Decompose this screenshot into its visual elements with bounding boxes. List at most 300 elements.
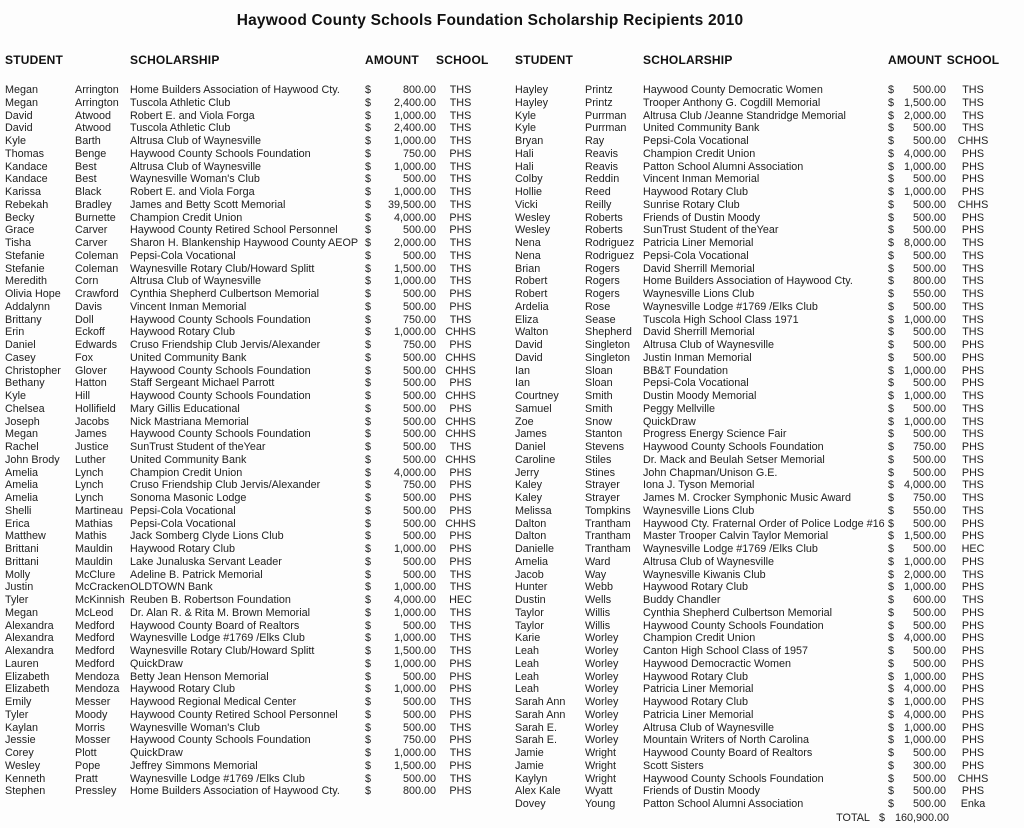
currency-symbol: $ xyxy=(888,606,895,619)
currency-symbol: $ xyxy=(888,415,895,428)
school-code: THS xyxy=(449,109,472,122)
scholarship-name: Haywood Rotary Club xyxy=(643,186,749,198)
student-first-name: Addalynn xyxy=(5,300,51,313)
student-last-name: Pratt xyxy=(75,772,98,785)
student-first-name: Kaley xyxy=(515,492,543,504)
student-last-name: Mendoza xyxy=(75,670,120,683)
student-first-name: Colby xyxy=(515,173,543,186)
amount-value: 500.00 xyxy=(402,300,436,313)
student-first-name: Kaley xyxy=(515,479,543,492)
student-first-name: Dovey xyxy=(515,798,546,810)
student-last-name: Black xyxy=(75,186,102,198)
student-first-name: Becky xyxy=(5,211,35,224)
scholarship-name: Jeffrey Simmons Memorial xyxy=(130,759,258,772)
student-first-name: Ian xyxy=(515,364,531,377)
student-last-name: Rogers xyxy=(585,288,620,300)
table-row xyxy=(515,122,1003,135)
currency-symbol: $ xyxy=(888,555,895,568)
currency-symbol: $ xyxy=(365,351,372,364)
school-code: THS xyxy=(962,492,984,504)
scholarship-name: SunTrust Student of theYear xyxy=(643,224,779,237)
table-row xyxy=(515,760,1003,773)
currency-symbol: $ xyxy=(888,568,895,581)
scholarship-name: Dr. Mack and Beulah Setser Memorial xyxy=(643,453,825,466)
scholarship-name: Haywood County Schools Foundation xyxy=(643,772,824,785)
table-row xyxy=(5,148,487,161)
student-last-name: Benge xyxy=(75,147,107,160)
student-last-name: Worley xyxy=(585,683,619,696)
total-label: TOTAL xyxy=(836,812,870,825)
table-row xyxy=(515,161,1003,174)
school-code: PHS xyxy=(961,645,985,657)
scholarship-name: Altrusa Club of Waynesville xyxy=(643,339,775,351)
student-last-name: Smith xyxy=(585,402,613,415)
student-first-name: Stephen xyxy=(5,785,46,798)
currency-symbol: $ xyxy=(365,734,372,747)
table-row xyxy=(515,212,1003,225)
scholarship-name: Haywood Cty. Fraternal Order of Police Lodge #16 xyxy=(643,517,885,530)
amount-value: 500.00 xyxy=(402,428,436,441)
student-first-name: James xyxy=(515,428,547,441)
amount-value: 1,000.00 xyxy=(903,415,946,428)
currency-symbol: $ xyxy=(888,402,895,415)
amount-value: 1,000.00 xyxy=(393,275,436,288)
scholarship-name: Patricia Liner Memorial xyxy=(643,708,754,721)
scholarship-name: SunTrust Student of theYear xyxy=(130,441,266,453)
amount-value: 500.00 xyxy=(912,543,946,555)
student-last-name: Worley xyxy=(585,657,619,670)
currency-symbol: $ xyxy=(888,377,895,390)
student-first-name: Hunter xyxy=(515,581,548,594)
amount-value: 4,000.00 xyxy=(393,466,436,479)
school-code: THS xyxy=(449,96,472,109)
school-code: PHS xyxy=(449,224,472,237)
student-first-name: Elizabeth xyxy=(5,670,50,683)
student-last-name: Plott xyxy=(75,747,97,759)
table-row xyxy=(515,352,1003,365)
student-first-name: Sarah Ann xyxy=(515,708,566,721)
school-code: PHS xyxy=(961,555,985,568)
student-last-name: Hollifield xyxy=(75,402,116,415)
scholarship-name: Haywood County Schools Foundation xyxy=(643,441,824,453)
table-row xyxy=(5,237,487,250)
scholarship-name: Friends of Dustin Moody xyxy=(643,211,761,224)
table-row xyxy=(5,479,487,492)
currency-symbol: $ xyxy=(365,785,372,798)
column-header-scholarship: SCHOLARSHIP xyxy=(130,52,220,67)
scholarship-name: Altrusa Club of Waynesville xyxy=(130,135,262,147)
student-last-name: Rogers xyxy=(585,275,620,288)
table-row xyxy=(515,173,1003,186)
left-rows-container xyxy=(5,84,487,798)
school-code: PHS xyxy=(961,785,985,798)
amount-value: 1,500.00 xyxy=(903,530,946,543)
table-row xyxy=(5,403,487,416)
table-row xyxy=(5,199,487,212)
student-first-name: Danielle xyxy=(515,543,555,555)
student-first-name: Walton xyxy=(515,326,549,339)
student-last-name: Doll xyxy=(75,313,94,326)
currency-symbol: $ xyxy=(888,581,895,594)
amount-value: 1,000.00 xyxy=(393,135,436,147)
school-code: CHHS xyxy=(445,428,476,441)
currency-symbol: $ xyxy=(888,84,895,96)
student-last-name: Reed xyxy=(585,186,611,198)
currency-symbol: $ xyxy=(888,237,895,249)
table-row xyxy=(5,352,487,365)
scholarship-name: Jack Somberg Clyde Lions Club xyxy=(130,530,284,543)
school-code: PHS xyxy=(961,364,985,377)
currency-symbol: $ xyxy=(888,479,895,492)
scholarship-name: Altrusa Club of Waynesville xyxy=(643,721,775,734)
school-code: PHS xyxy=(961,351,985,364)
amount-value: 500.00 xyxy=(402,288,436,300)
student-first-name: Sarah E. xyxy=(515,721,558,734)
school-code: THS xyxy=(449,696,472,708)
school-code: PHS xyxy=(449,339,472,351)
amount-value: 750.00 xyxy=(402,734,436,747)
student-last-name: Way xyxy=(585,568,607,581)
student-last-name: Stiles xyxy=(585,453,612,466)
student-last-name: James xyxy=(75,428,107,441)
amount-value: 500.00 xyxy=(912,262,946,275)
student-first-name: Ardelia xyxy=(515,300,549,313)
school-code: CHHS xyxy=(957,198,989,211)
scholarship-name: David Sherrill Memorial xyxy=(643,262,755,275)
student-first-name: Sarah Ann xyxy=(515,696,566,708)
student-first-name: Kaylyn xyxy=(515,772,548,785)
amount-value: 500.00 xyxy=(402,441,436,453)
amount-value: 500.00 xyxy=(912,785,946,798)
scholarship-name: Champion Credit Union xyxy=(643,632,756,645)
scholarship-name: Haywood Regional Medical Center xyxy=(130,696,297,708)
school-code: PHS xyxy=(961,339,985,351)
student-last-name: Trantham xyxy=(585,517,631,530)
scholarship-name: Altrusa Club of Waynesville xyxy=(130,275,262,288)
amount-value: 1,000.00 xyxy=(393,581,436,594)
currency-symbol: $ xyxy=(365,619,372,632)
school-code: THS xyxy=(449,645,472,657)
student-last-name: Mauldin xyxy=(75,543,113,555)
school-code: PHS xyxy=(961,173,985,186)
table-row xyxy=(515,263,1003,276)
table-row xyxy=(5,84,487,97)
amount-value: 1,000.00 xyxy=(903,186,946,198)
amount-value: 500.00 xyxy=(402,364,436,377)
currency-symbol: $ xyxy=(888,428,895,441)
scholarship-name: Vincent Inman Memorial xyxy=(643,173,760,186)
student-last-name: McLeod xyxy=(75,606,114,619)
amount-value: 500.00 xyxy=(912,351,946,364)
school-code: PHS xyxy=(961,530,985,543)
amount-value: 500.00 xyxy=(912,122,946,135)
student-last-name: Martineau xyxy=(75,504,124,517)
table-row xyxy=(515,84,1003,97)
scholarship-name: Sonoma Masonic Lodge xyxy=(130,492,247,504)
currency-symbol: $ xyxy=(365,122,372,135)
student-last-name: Ray xyxy=(585,135,605,147)
table-row xyxy=(515,148,1003,161)
student-first-name: Leah xyxy=(515,657,540,670)
scholarship-name: Waynesville Lodge #1769 /Elks Club xyxy=(643,543,818,555)
scholarship-name: Reuben B. Robertson Foundation xyxy=(130,594,291,606)
currency-symbol: $ xyxy=(888,798,895,810)
student-first-name: Leah xyxy=(515,670,540,683)
student-first-name: Kaylan xyxy=(5,721,39,734)
school-code: PHS xyxy=(449,683,472,696)
amount-value: 550.00 xyxy=(912,288,946,300)
amount-value: 500.00 xyxy=(912,84,946,96)
student-first-name: Karissa xyxy=(5,186,42,198)
currency-symbol: $ xyxy=(888,364,895,377)
amount-value: 1,500.00 xyxy=(393,262,436,275)
currency-symbol: $ xyxy=(365,326,372,339)
student-last-name: Rose xyxy=(585,300,611,313)
student-first-name: Wesley xyxy=(515,224,551,237)
student-first-name: Dalton xyxy=(515,530,547,543)
school-code: PHS xyxy=(961,160,985,173)
column-header-school: SCHOOL xyxy=(436,52,489,67)
school-code: PHS xyxy=(961,517,985,530)
table-row xyxy=(515,428,1003,441)
student-last-name: Atwood xyxy=(75,109,112,122)
column-header-school: SCHOOL xyxy=(946,52,1000,67)
currency-symbol: $ xyxy=(365,224,372,237)
school-code: CHHS xyxy=(445,390,476,402)
amount-value: 1,000.00 xyxy=(393,543,436,555)
student-first-name: Brittany xyxy=(5,313,42,326)
student-first-name: Rachel xyxy=(5,441,39,453)
currency-symbol: $ xyxy=(365,759,372,772)
scholarship-name: Haywood County Board of Realtors xyxy=(643,747,813,759)
amount-value: 1,000.00 xyxy=(903,696,946,708)
table-row xyxy=(515,645,1003,658)
student-first-name: Amelia xyxy=(5,479,39,492)
table-row xyxy=(5,250,487,263)
scholarship-name: Haywood Rotary Club xyxy=(130,326,236,339)
amount-value: 1,500.00 xyxy=(393,645,436,657)
student-last-name: Willis xyxy=(585,606,611,619)
scholarship-name: Progress Energy Science Fair xyxy=(643,428,787,441)
school-code: THS xyxy=(962,96,984,109)
school-code: PHS xyxy=(449,708,472,721)
school-code: THS xyxy=(962,288,984,300)
table-row xyxy=(5,377,487,390)
currency-symbol: $ xyxy=(888,504,895,517)
amount-value: 500.00 xyxy=(402,670,436,683)
amount-value: 500.00 xyxy=(402,555,436,568)
student-last-name: Trantham xyxy=(585,543,631,555)
student-first-name: Robert xyxy=(515,288,548,300)
scholarship-name: Waynesville Woman's Club xyxy=(130,173,260,186)
student-first-name: Alex Kale xyxy=(515,785,561,798)
column-header-amount: AMOUNT xyxy=(365,52,419,67)
amount-value: 1,000.00 xyxy=(903,581,946,594)
amount-value: 2,400.00 xyxy=(393,96,436,109)
scholarship-name: United Community Bank xyxy=(130,351,247,364)
student-first-name: Meredith xyxy=(5,275,48,288)
student-first-name: John Brody xyxy=(5,453,60,466)
scholarship-name: Patricia Liner Memorial xyxy=(643,237,754,249)
student-last-name: Sease xyxy=(585,313,616,326)
currency-symbol: $ xyxy=(888,224,895,237)
table-row xyxy=(5,760,487,773)
amount-value: 1,000.00 xyxy=(903,670,946,683)
currency-symbol: $ xyxy=(888,645,895,657)
student-first-name: Brittani xyxy=(5,543,39,555)
student-first-name: Sarah E. xyxy=(515,734,558,747)
currency-symbol: $ xyxy=(888,466,895,479)
student-first-name: Hali xyxy=(515,160,534,173)
student-first-name: Kyle xyxy=(515,122,537,135)
currency-symbol: $ xyxy=(365,428,372,441)
student-first-name: Alexandra xyxy=(5,645,54,657)
school-code: PHS xyxy=(449,466,472,479)
table-row xyxy=(5,212,487,225)
scholarship-name: United Community Bank xyxy=(130,453,247,466)
school-code: THS xyxy=(449,581,472,594)
column-header-student: STUDENT xyxy=(5,52,64,67)
scholarship-name: Haywood County Schools Foundation xyxy=(643,619,824,632)
table-row xyxy=(515,326,1003,339)
currency-symbol: $ xyxy=(365,543,372,555)
currency-symbol: $ xyxy=(365,96,372,109)
table-row xyxy=(515,377,1003,390)
currency-symbol: $ xyxy=(365,135,372,147)
student-first-name: Alexandra xyxy=(5,632,54,645)
student-last-name: Worley xyxy=(585,721,619,734)
scholarship-name: Waynesville Lions Club xyxy=(643,504,755,517)
school-code: PHS xyxy=(961,147,985,160)
school-code: PHS xyxy=(961,211,985,224)
student-first-name: Courtney xyxy=(515,390,559,402)
school-code: THS xyxy=(962,326,984,339)
student-last-name: Printz xyxy=(585,96,613,109)
currency-symbol: $ xyxy=(888,147,895,160)
student-last-name: McClure xyxy=(75,568,116,581)
currency-symbol: $ xyxy=(365,237,372,249)
amount-value: 500.00 xyxy=(912,300,946,313)
amount-value: 750.00 xyxy=(912,441,946,453)
school-code: THS xyxy=(449,441,472,453)
table-row xyxy=(515,224,1003,237)
table-row xyxy=(5,543,487,556)
amount-value: 500.00 xyxy=(912,224,946,237)
student-first-name: Thomas xyxy=(5,147,45,160)
amount-value: 500.00 xyxy=(912,249,946,262)
amount-value: 750.00 xyxy=(402,479,436,492)
school-code: CHHS xyxy=(957,135,989,147)
table-row xyxy=(5,773,487,786)
student-first-name: Megan xyxy=(5,96,39,109)
scholarship-name: Haywood County Democratic Women xyxy=(643,84,823,96)
student-first-name: Justin xyxy=(5,581,34,594)
table-row xyxy=(5,314,487,327)
currency-symbol: $ xyxy=(888,453,895,466)
school-code: PHS xyxy=(961,759,985,772)
currency-symbol: $ xyxy=(365,211,372,224)
student-first-name: Ian xyxy=(515,377,531,390)
student-first-name: Brittani xyxy=(5,555,39,568)
scholarship-name: David Sherrill Memorial xyxy=(643,326,755,339)
student-last-name: Lynch xyxy=(75,479,104,492)
table-row xyxy=(515,798,1003,811)
currency-symbol: $ xyxy=(888,683,895,696)
table-row xyxy=(515,250,1003,263)
student-first-name: Leah xyxy=(515,683,540,696)
table-row xyxy=(515,620,1003,633)
student-last-name: Wyatt xyxy=(585,785,613,798)
amount-value: 500.00 xyxy=(912,211,946,224)
table-row xyxy=(5,696,487,709)
amount-value: 500.00 xyxy=(912,645,946,657)
amount-value: 4,000.00 xyxy=(903,147,946,160)
table-row xyxy=(5,428,487,441)
student-last-name: Coleman xyxy=(75,249,119,262)
school-code: THS xyxy=(449,721,472,734)
amount-value: 2,000.00 xyxy=(903,109,946,122)
student-last-name: Purrman xyxy=(585,109,627,122)
school-code: CHHS xyxy=(445,326,476,339)
scholarship-name: OLDTOWN Bank xyxy=(130,581,213,594)
table-row xyxy=(5,288,487,301)
student-last-name: Reddin xyxy=(585,173,620,186)
student-last-name: Medford xyxy=(75,619,115,632)
scholarship-name: Adeline B. Patrick Memorial xyxy=(130,568,263,581)
scholarship-name: James and Betty Scott Memorial xyxy=(130,198,286,211)
school-code: THS xyxy=(962,313,984,326)
student-last-name: Eckoff xyxy=(75,326,105,339)
currency-symbol: $ xyxy=(888,96,895,109)
amount-value: 500.00 xyxy=(912,619,946,632)
currency-symbol: $ xyxy=(888,619,895,632)
column-header-student: STUDENT xyxy=(515,52,574,67)
currency-symbol: $ xyxy=(888,747,895,759)
student-first-name: Dalton xyxy=(515,517,547,530)
amount-value: 1,000.00 xyxy=(903,721,946,734)
scholarship-name: Champion Credit Union xyxy=(130,466,243,479)
student-first-name: Dustin xyxy=(515,594,546,606)
student-last-name: Medford xyxy=(75,632,115,645)
student-last-name: Mathis xyxy=(75,530,107,543)
student-last-name: Wright xyxy=(585,747,616,759)
scholarship-name: Haywood Rotary Club xyxy=(643,581,749,594)
amount-value: 1,000.00 xyxy=(903,313,946,326)
student-last-name: Bradley xyxy=(75,198,112,211)
table-row xyxy=(5,671,487,684)
amount-value: 500.00 xyxy=(402,568,436,581)
scholarship-name: Cruso Friendship Club Jervis/Alexander xyxy=(130,479,321,492)
amount-value: 300.00 xyxy=(912,759,946,772)
amount-value: 500.00 xyxy=(912,453,946,466)
table-row xyxy=(5,467,487,480)
currency-symbol: $ xyxy=(365,262,372,275)
student-last-name: Young xyxy=(585,798,616,810)
school-code: PHS xyxy=(961,224,985,237)
table-row xyxy=(515,518,1003,531)
currency-symbol: $ xyxy=(365,288,372,300)
student-first-name: Robert xyxy=(515,275,548,288)
school-code: HEC xyxy=(961,543,985,555)
table-row xyxy=(5,556,487,569)
student-last-name: Carver xyxy=(75,224,108,237)
school-code: THS xyxy=(962,390,984,402)
student-first-name: Lauren xyxy=(5,657,39,670)
school-code: THS xyxy=(962,504,984,517)
school-code: THS xyxy=(962,402,984,415)
scholarship-name: Altrusa Club of Waynesville xyxy=(643,555,775,568)
school-code: THS xyxy=(449,619,472,632)
